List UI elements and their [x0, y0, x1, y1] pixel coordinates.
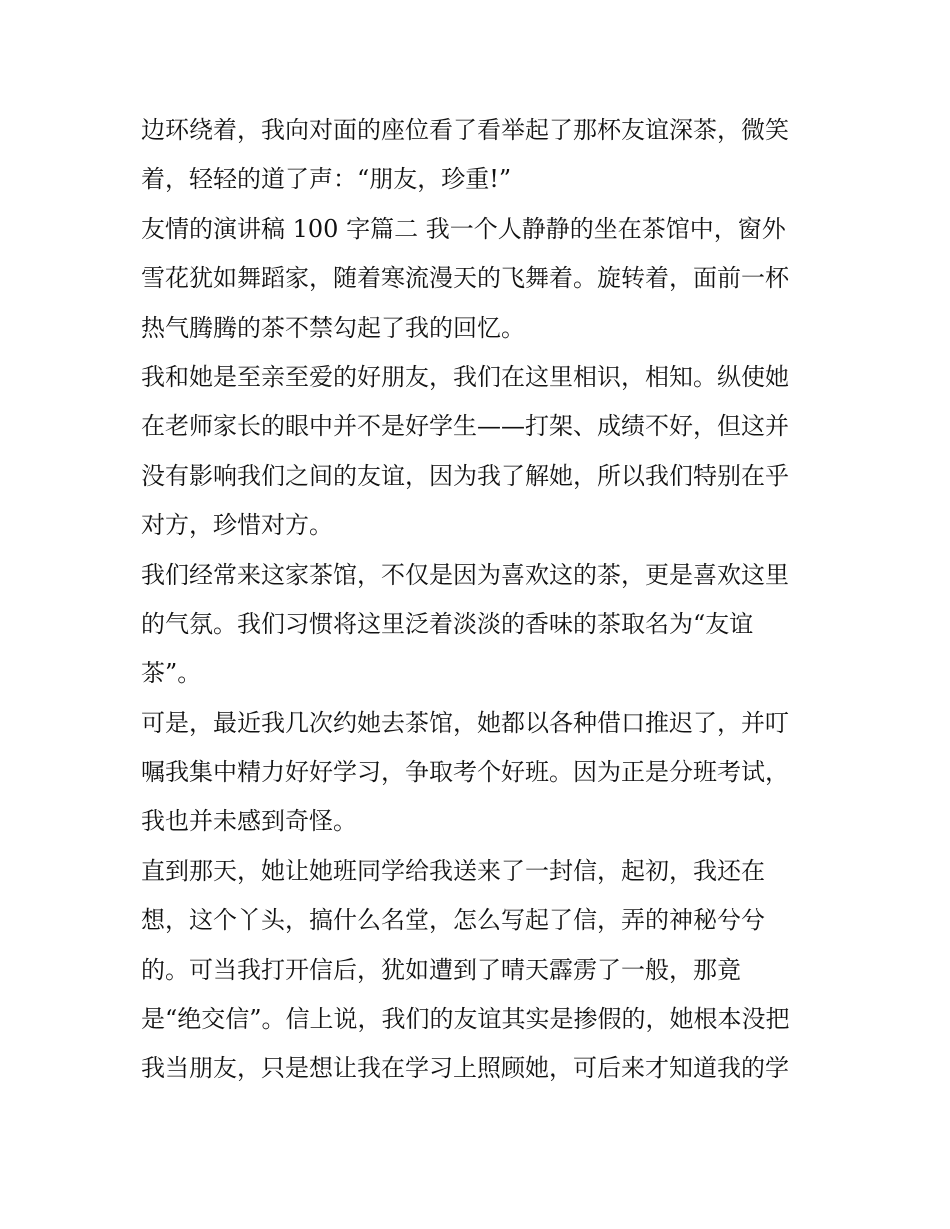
text-line-5: 热气腾腾的茶不禁勾起了我的回忆。 — [141, 313, 525, 342]
text-line-20: 我当朋友，只是想让我在学习上照顾她，可后来才知道我的学 — [141, 1054, 789, 1083]
text-line-9: 对方，珍惜对方。 — [141, 511, 333, 540]
body-text — [141, 106, 831, 1094]
text-line-8: 没有影响我们之间的友谊，因为我了解她，所以我们特别在乎 — [141, 461, 789, 490]
text-line-17: 想，这个丫头，搞什么名堂，怎么写起了信，弄的神秘兮兮 — [141, 906, 765, 935]
text-line-14: 嘱我集中精力好好学习，争取考个好班。因为正是分班考试， — [141, 758, 789, 787]
text-line-12: 茶”。 — [141, 659, 202, 688]
text-line-7: 在老师家长的眼中并不是好学生——打架、成绩不好，但这并 — [141, 412, 789, 441]
text-line-6: 我和她是至亲至爱的好朋友，我们在这里相识，相知。纵使她 — [141, 362, 789, 391]
text-line-10: 我们经常来这家茶馆，不仅是因为喜欢这的茶，更是喜欢这里 — [141, 560, 789, 589]
text-line-1: 边环绕着，我向对面的座位看了看举起了那杯友谊深茶，微笑 — [141, 116, 789, 144]
text-line-18: 的。可当我打开信后，犹如遭到了晴天霹雳了一般，那竟 — [141, 955, 741, 984]
text-line-4: 雪花犹如舞蹈家，随着寒流漫天的飞舞着。旋转着，面前一杯 — [141, 264, 789, 293]
text-line-19: 是“绝交信”。信上说，我们的友谊其实是掺假的，她根本没把 — [141, 1005, 790, 1034]
text-line-3: 友情的演讲稿 100 字篇二 我一个人静静的坐在茶馆中，窗外 — [141, 214, 786, 243]
text-line-13: 可是，最近我几次约她去茶馆，她都以各种借口推迟了，并叮 — [141, 708, 789, 737]
text-line-16: 直到那天，她让她班同学给我送来了一封信，起初，我还在 — [141, 856, 765, 885]
text-line-15: 我也并未感到奇怪。 — [141, 807, 357, 836]
text-line-11: 的气氛。我们习惯将这里泛着淡淡的香味的茶取名为“友谊 — [141, 609, 754, 638]
text-line-2: 着，轻轻的道了声：“朋友，珍重!” — [141, 165, 512, 194]
